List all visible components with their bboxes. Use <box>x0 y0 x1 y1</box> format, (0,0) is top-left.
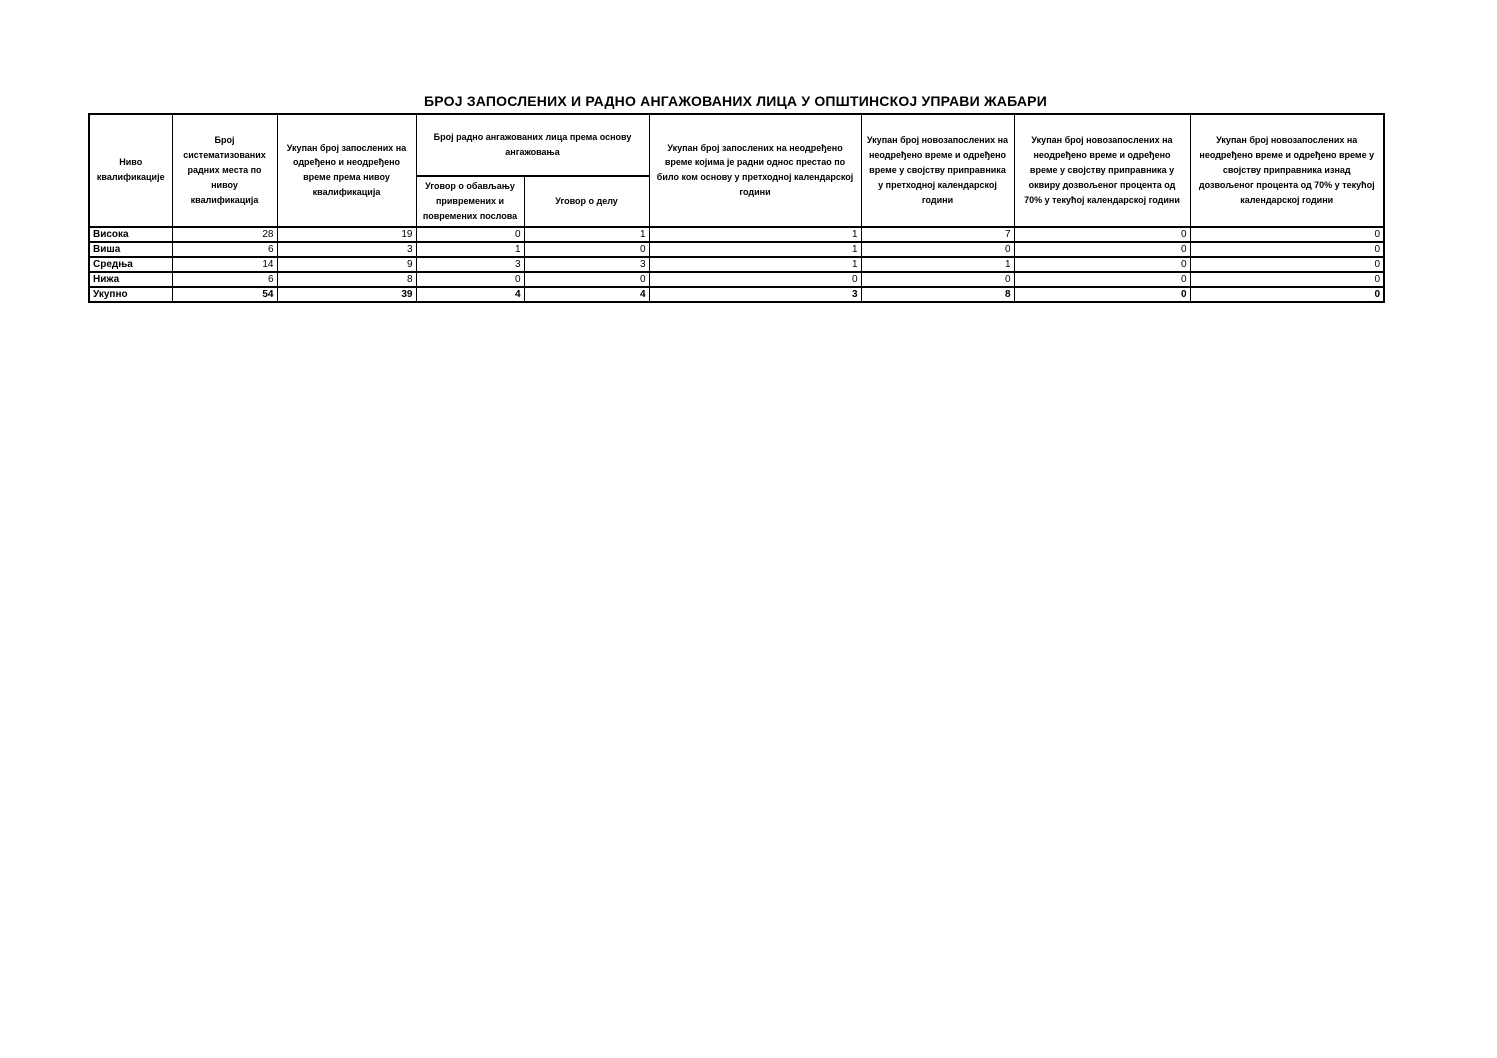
table-row <box>89 227 1384 242</box>
cell-value: 3 <box>524 257 649 272</box>
cell-value: 0 <box>1014 257 1190 272</box>
cell-value: 0 <box>1014 242 1190 257</box>
col-header-work-contract: Уговор о делу <box>524 176 649 227</box>
table-body <box>89 227 1384 302</box>
cell-value: 19 <box>277 227 416 242</box>
cell-value: 1 <box>861 257 1014 272</box>
cell-value-total: 8 <box>861 287 1014 302</box>
cell-value: 0 <box>649 272 861 287</box>
row-label-total: Укупно <box>89 287 172 302</box>
table-header <box>89 114 1384 227</box>
cell-value-total: 54 <box>172 287 277 302</box>
col-header-new-hires-above-70pct: Укупан број новозапослених на неодређено време и одређено време у својству приправника изнад дозвољеног процента од 70% у текућој календарској години <box>1190 114 1384 227</box>
cell-value: 6 <box>172 242 277 257</box>
table-row <box>89 242 1384 257</box>
cell-value-total: 3 <box>649 287 861 302</box>
cell-value-total: 39 <box>277 287 416 302</box>
cell-value-total: 4 <box>416 287 524 302</box>
col-header-terminated-prev-year: Укупан број запослених на неодређено време којима је радни однос престао по било ком основу у претходној календарској години <box>649 114 861 227</box>
col-header-engaged-group: Број радно ангажованих лица према основу ангажовања <box>416 114 649 176</box>
cell-value-total: 0 <box>1014 287 1190 302</box>
cell-value: 1 <box>649 257 861 272</box>
col-header-total-employed: Укупан број запослених на одређено и неодређено време према нивоу квалификација <box>277 114 416 227</box>
row-label: Средња <box>89 257 172 272</box>
row-label: Нижа <box>89 272 172 287</box>
cell-value: 3 <box>277 242 416 257</box>
col-header-new-hires-within-70pct: Укупан број новозапослених на неодређено време и одређено време у својству приправника у оквиру дозвољеног процента од 70% у текућој календарској години <box>1014 114 1190 227</box>
col-header-systematized-positions: Број систематизованих радних места по нивоу квалификација <box>172 114 277 227</box>
cell-value: 1 <box>524 227 649 242</box>
row-label: Виша <box>89 242 172 257</box>
table-row-total <box>89 287 1384 302</box>
cell-value: 1 <box>649 242 861 257</box>
cell-value: 0 <box>861 242 1014 257</box>
cell-value: 8 <box>277 272 416 287</box>
cell-value: 28 <box>172 227 277 242</box>
employees-table <box>88 113 1385 303</box>
cell-value: 0 <box>1190 227 1384 242</box>
cell-value: 7 <box>861 227 1014 242</box>
cell-value: 0 <box>524 272 649 287</box>
cell-value: 14 <box>172 257 277 272</box>
cell-value: 0 <box>1190 272 1384 287</box>
col-header-temp-jobs-contract: Уговор о обављању привремених и повремених послова <box>416 176 524 227</box>
cell-value: 0 <box>524 242 649 257</box>
col-header-qualification-level: Ниво квалификације <box>89 114 172 227</box>
cell-value: 0 <box>861 272 1014 287</box>
cell-value: 1 <box>416 242 524 257</box>
cell-value: 0 <box>416 272 524 287</box>
cell-value: 0 <box>416 227 524 242</box>
cell-value: 0 <box>1190 257 1384 272</box>
col-header-new-hires-prev-year: Укупан број новозапослених на неодређено време и одређено време у својству приправника у претходној календарској години <box>861 114 1014 227</box>
table-row <box>89 257 1384 272</box>
cell-value: 0 <box>1014 272 1190 287</box>
cell-value: 0 <box>1190 242 1384 257</box>
cell-value-total: 0 <box>1190 287 1384 302</box>
row-label: Висока <box>89 227 172 242</box>
cell-value: 1 <box>649 227 861 242</box>
cell-value-total: 4 <box>524 287 649 302</box>
header-row-1 <box>89 114 1384 176</box>
cell-value: 6 <box>172 272 277 287</box>
cell-value: 9 <box>277 257 416 272</box>
page-title: БРОЈ ЗАПОСЛЕНИХ И РАДНО АНГАЖОВАНИХ ЛИЦА У ОПШТИНСКОЈ УПРАВИ ЖАБАРИ <box>424 93 1047 109</box>
table-row <box>89 272 1384 287</box>
cell-value: 0 <box>1014 227 1190 242</box>
cell-value: 3 <box>416 257 524 272</box>
